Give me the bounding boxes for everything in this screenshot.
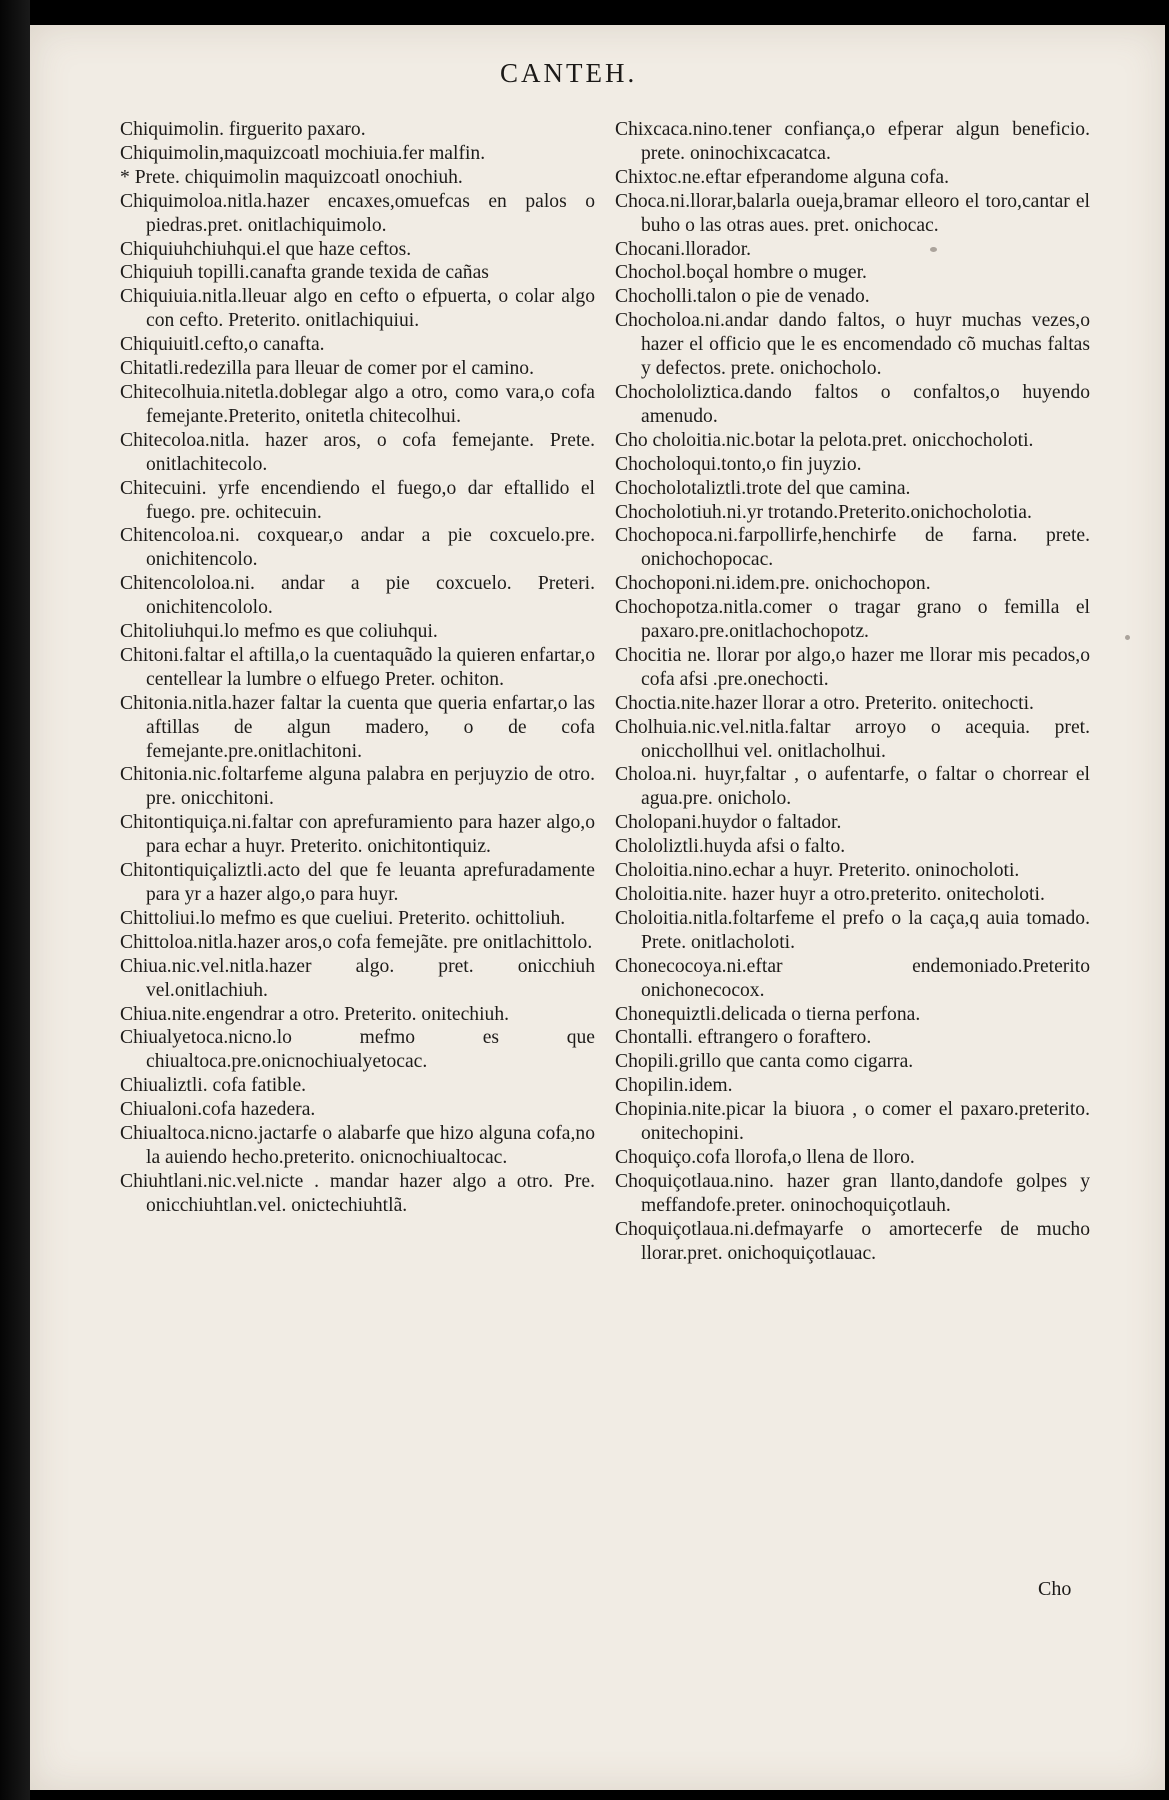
dictionary-entry: Chiualyetoca.nicno.lo mefmo es que chiualtoca.pre.onicnochiualyetocac. — [120, 1027, 595, 1073]
dictionary-entry: Choca.ni.llorar,balarla oueja,bramar elleoro el toro,cantar el buho o las otras aues. pret. onichocac. — [615, 190, 1090, 236]
dictionary-entry: Chocholotiuh.ni.yr trotando.Preterito.onichocholotia. — [615, 501, 1032, 523]
dictionary-entry: Cho choloitia.nic.botar la pelota.pret. onicchocholoti. — [615, 429, 1034, 451]
dictionary-entry: Chiquimolin,maquizcoatl mochiuia.fer malfin. — [120, 142, 486, 164]
dictionary-entry: Chocholli.talon o pie de venado. — [615, 286, 870, 308]
catchword: Cho — [1038, 1578, 1072, 1600]
dictionary-entry: Choquiçotlaua.nino. hazer gran llanto,dandofe golpes y meffandofe.preter. oninochoquiçotlauh. — [615, 1170, 1090, 1216]
dictionary-entry: Chitencololoa.ni. andar a pie coxcuelo. Preteri. onichitencololo. — [120, 573, 595, 619]
dictionary-entry: Chiquiuitl.cefto,o canafta. — [120, 334, 325, 356]
dictionary-entry: Cholopani.huydor o faltador. — [615, 812, 842, 834]
dictionary-entry: Chiualiztli. cofa fatible. — [120, 1075, 307, 1097]
dictionary-entry: Chitencoloa.ni. coxquear,o andar a pie coxcuelo.pre. onichitencolo. — [120, 525, 595, 571]
ink-spot — [1125, 635, 1130, 640]
dictionary-entry: Chiquiuh topilli.canafta grande texida de cañas — [120, 262, 489, 284]
dictionary-entry: Chiquiuia.nitla.lleuar algo en cefto o efpuerta, o colar algo con cefto. Preterito. onitlachiquiui. — [120, 286, 595, 332]
dictionary-entry: Chocitia ne. llorar por algo,o hazer me llorar mis pecados,o cofa afsi .pre.onechocti. — [615, 644, 1090, 690]
dictionary-entry: Chitoliuhqui.lo mefmo es que coliuhqui. — [120, 621, 438, 643]
dictionary-entry: Chochoponi.ni.idem.pre. onichochopon. — [615, 573, 931, 595]
dictionary-entry: Chitonia.nic.foltarfeme alguna palabra en perjuyzio de otro. pre. onicchitoni. — [120, 764, 595, 810]
dictionary-entry: Chixcaca.nino.tener confiança,o efperar algun beneficio. prete. oninochixcacatca. — [615, 119, 1090, 164]
dictionary-entry: Choquiçotlaua.ni.defmayarfe o amortecerfe de mucho llorar.pret. onichoquiçotlauac. — [615, 1218, 1090, 1264]
dictionary-entry: Chitontiquiça.ni.faltar con aprefuramiento para hazer algo,o para echar a huyr. Preterito. onichitontiquiz. — [120, 812, 595, 858]
dictionary-entry: Chocholotaliztli.trote del que camina. — [615, 477, 911, 499]
dictionary-entry: Chitontiquiçaliztli.acto del que fe leuanta aprefuradamente para yr a hazer algo,o para huyr. — [120, 860, 595, 905]
dictionary-entry: Chitonia.nitla.hazer faltar la cuenta que queria enfartar,o las aftillas de algun madero, o de cofa femejante.pre.onitlachitoni. — [120, 692, 595, 762]
dictionary-entry: Chiua.nic.vel.nitla.hazer algo. pret. onicchiuh vel.onitlachiuh. — [120, 955, 595, 1001]
dictionary-entry: Chontalli. eftrangero o foraftero. — [615, 1027, 872, 1049]
dictionary-entry: Chittoliui.lo mefmo es que cueliui. Preterito. ochittoliuh. — [120, 907, 566, 929]
dictionary-entry: Chittoloa.nitla.hazer aros,o cofa femejãte. pre onitlachittolo. — [120, 931, 593, 953]
dictionary-entry: Chiquimoloa.nitla.hazer encaxes,omuefcas en palos o piedras.pret. onitlachiquimolo. — [120, 190, 595, 236]
running-title: CANTEH. — [500, 58, 638, 88]
dictionary-entry: Chitecolhuia.nitetla.doblegar algo a otro, como vara,o cofa femejante.Preterito, onitetla chitecolhui. — [120, 381, 595, 427]
dictionary-entry: Choloitia.nitla.foltarfeme el prefo o la caça,q auia tomado. Prete. onitlacholoti. — [615, 907, 1090, 953]
dictionary-entry: * Prete. chiquimolin maquizcoatl onochiuh. — [120, 166, 463, 188]
dictionary-entry: Chocholoa.ni.andar dando faltos, o huyr muchas vezes,o hazer el officio que le es encomendado cõ muchas faltas y defectos. prete. onichocholo. — [615, 310, 1090, 380]
dictionary-entry: Chiquiuhchiuhqui.el que haze ceftos. — [120, 238, 412, 260]
dictionary-entry: Choloitia.nino.echar a huyr. Preterito. oninocholoti. — [615, 860, 1020, 882]
dictionary-entry: Choctia.nite.hazer llorar a otro. Preterito. onitechocti. — [615, 692, 1034, 714]
dictionary-entry: Chiua.nite.engendrar a otro. Preterito. onitechiuh. — [120, 1003, 510, 1025]
dictionary-entry: Choquiço.cofa llorofa,o llena de lloro. — [615, 1146, 915, 1168]
right-column — [615, 118, 1090, 1266]
dictionary-entry: Chochopotza.nitla.comer o tragar grano o femilla el paxaro.pre.onitlachochopotz. — [615, 597, 1090, 643]
dictionary-entry: Chopilin.idem. — [615, 1075, 733, 1097]
dictionary-entry: Choloitia.nite. hazer huyr a otro.preterito. onitecholoti. — [615, 884, 1045, 905]
dictionary-entry: Chochololiztica.dando faltos o confaltos,o huyendo amenudo. — [615, 381, 1090, 427]
page-edge-shadow — [0, 0, 30, 1800]
dictionary-entry: Chonequiztli.delicada o tierna perfona. — [615, 1003, 921, 1025]
left-column — [120, 118, 595, 1218]
dictionary-entry: Chiualtoca.nicno.jactarfe o alabarfe que hizo alguna cofa,no la auiendo hecho.preterito. onicnochiualtocac. — [120, 1123, 595, 1168]
dictionary-entry: Chitoni.faltar el aftilla,o la cuentaquãdo la quieren enfartar,o centellear la lumbre o elfuego Preter. ochiton. — [120, 644, 595, 690]
dictionary-entry: Chitatli.redezilla para lleuar de comer por el camino. — [120, 358, 535, 380]
dictionary-entry: Chochol.boçal hombre o muger. — [615, 262, 867, 284]
dictionary-entry: Chochopoca.ni.farpollirfe,henchirfe de farna. prete. onichochopocac. — [615, 525, 1090, 571]
dictionary-entry: Chololiztli.huyda afsi o falto. — [615, 836, 846, 858]
dictionary-entry: Choloa.ni. huyr,faltar , o aufentarfe, o faltar o chorrear el agua.pre. onicholo. — [615, 764, 1090, 810]
dictionary-entry: Chiuhtlani.nic.vel.nicte . mandar hazer algo a otro. Pre. onicchiuhtlan.vel. onictechiuhtlã. — [120, 1170, 595, 1216]
dictionary-entry: Chocani.llorador. — [615, 238, 752, 260]
dictionary-entry: Chopili.grillo que canta como cigarra. — [615, 1051, 914, 1073]
dictionary-entry: Chonecocoya.ni.eftar endemoniado.Preterito onichonecocox. — [615, 955, 1090, 1001]
dictionary-entry: Chiualoni.cofa hazedera. — [120, 1099, 316, 1121]
dictionary-entry: Cholhuia.nic.vel.nitla.faltar arroyo o acequia. pret. onicchollhui vel. onitlacholhui. — [615, 716, 1090, 762]
dictionary-entry: Chixtoc.ne.eftar efperandome alguna cofa. — [615, 166, 950, 188]
dictionary-entry: Chiquimolin. firguerito paxaro. — [120, 119, 366, 140]
dictionary-entry: Chocholoqui.tonto,o fin juyzio. — [615, 453, 862, 475]
dictionary-entry: Chitecuini. yrfe encendiendo el fuego,o dar eftallido el fuego. pre. ochitecuin. — [120, 477, 595, 523]
dictionary-entry: Chitecoloa.nitla. hazer aros, o cofa femejante. Prete. onitlachitecolo. — [120, 429, 595, 475]
dictionary-entry: Chopinia.nite.picar la biuora , o comer el paxaro.preterito. onitechopini. — [615, 1099, 1090, 1145]
